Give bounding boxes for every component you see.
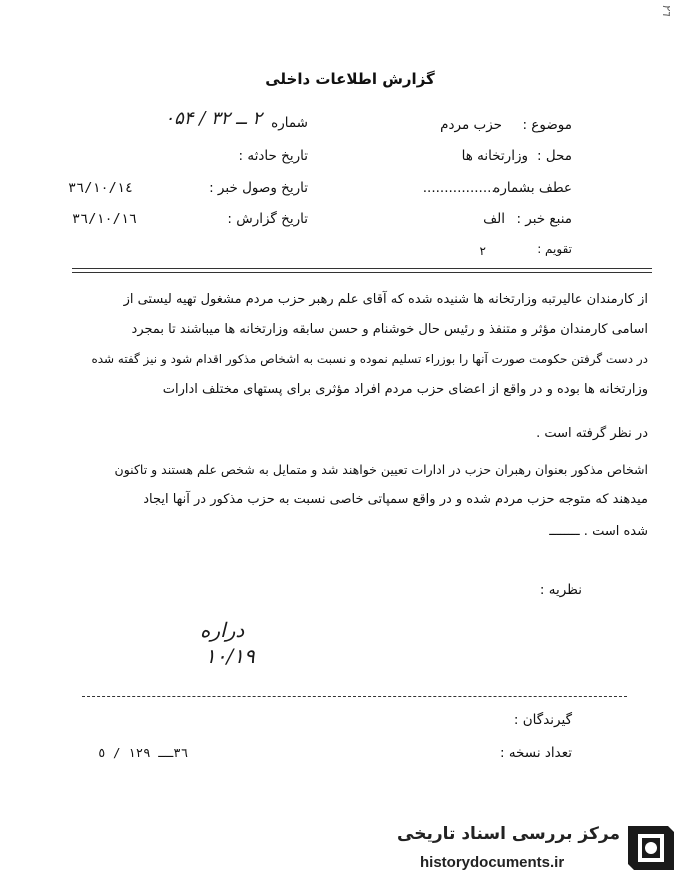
incident-date-label: تاریخ حادثه :	[238, 148, 308, 164]
body-line-6: اشخاص مذکور بعنوان رهبران حزب در ادارات تعیین خواهند شد و متمایل به شخص علم هستند و تاکنون	[114, 462, 648, 477]
report-date-value: ٣٦/١٠/١٦	[72, 211, 138, 227]
subject-value: حزب مردم	[440, 117, 502, 133]
opinion-label: نظریه :	[539, 582, 582, 598]
body-line-5: در نظر گرفته است .	[536, 426, 648, 441]
place-label: محل :	[536, 148, 572, 164]
footer-website: historydocuments.ir	[420, 854, 565, 871]
source-value: الف	[483, 211, 505, 227]
body-line-7: میدهند که متوجه حزب مردم شده و در واقع سمپاتی خاصی نسبت به حزب مذکور در آنها ایجاد	[143, 492, 648, 507]
ref-label: عطف بشماره	[493, 180, 572, 196]
handwritten-date: ١٠/١٩	[205, 644, 255, 668]
body-line-1: از کارمندان عالیرتبه وزارتخانه ها شنیده شده که آقای علم رهبر حزب مردم مشغول تهیه لیستی از	[123, 292, 648, 307]
source-label: منبع خبر :	[516, 211, 572, 227]
page-marks: ٢٦	[660, 4, 673, 16]
body-line-3: در دست گرفتن حکومت صورت آنها را بوزراء تسلیم نموده و نسبت به اشخاص مذکور اقدام شود و نیز گفته شده	[91, 352, 648, 366]
header-separator	[72, 268, 652, 273]
handwritten-note: دراره	[200, 618, 245, 642]
page-title: گزارش اطلاعات داخلی	[265, 70, 435, 88]
report-date-label: تاریخ گزارش :	[227, 211, 308, 227]
archive-ref: ٣٦ــ ١٢٩ / ٥	[98, 745, 189, 760]
recipients-label: گیرندگان :	[513, 712, 572, 728]
copies-label: تعداد نسخه :	[499, 745, 572, 761]
body-line-8: شده است . ــــــــ	[549, 524, 648, 539]
place-value: وزارتخانه ها	[461, 148, 528, 164]
archive-logo-icon	[620, 820, 682, 882]
receipt-date-value: ٣٦/١٠/١٤	[68, 180, 134, 196]
receipt-date-label: تاریخ وصول خبر :	[209, 180, 308, 196]
number-value: ۲ ــ ۳۲ / ۰۵۴	[164, 108, 262, 129]
body-line-2: اسامی کارمندان مؤثر و متنفذ و رئیس حال خوشنام و حسن سابقه وزارتخانه ها میباشند تا بمجرد	[131, 322, 648, 337]
number-label: شماره	[271, 115, 308, 131]
evaluation-label: تقویم :	[537, 242, 572, 256]
ref-value: ..................	[422, 180, 500, 196]
signature-separator	[82, 696, 627, 697]
body-line-4: وزارتخانه ها بوده و در واقع از اعضای حزب مردم افراد مؤثری برای پستهای مختلف ادارات	[162, 382, 648, 397]
subject-label: موضوع :	[522, 117, 572, 133]
footer-org-name: مرکز بررسی اسناد تاریخی	[397, 824, 620, 844]
evaluation-value: ٢	[479, 244, 486, 258]
